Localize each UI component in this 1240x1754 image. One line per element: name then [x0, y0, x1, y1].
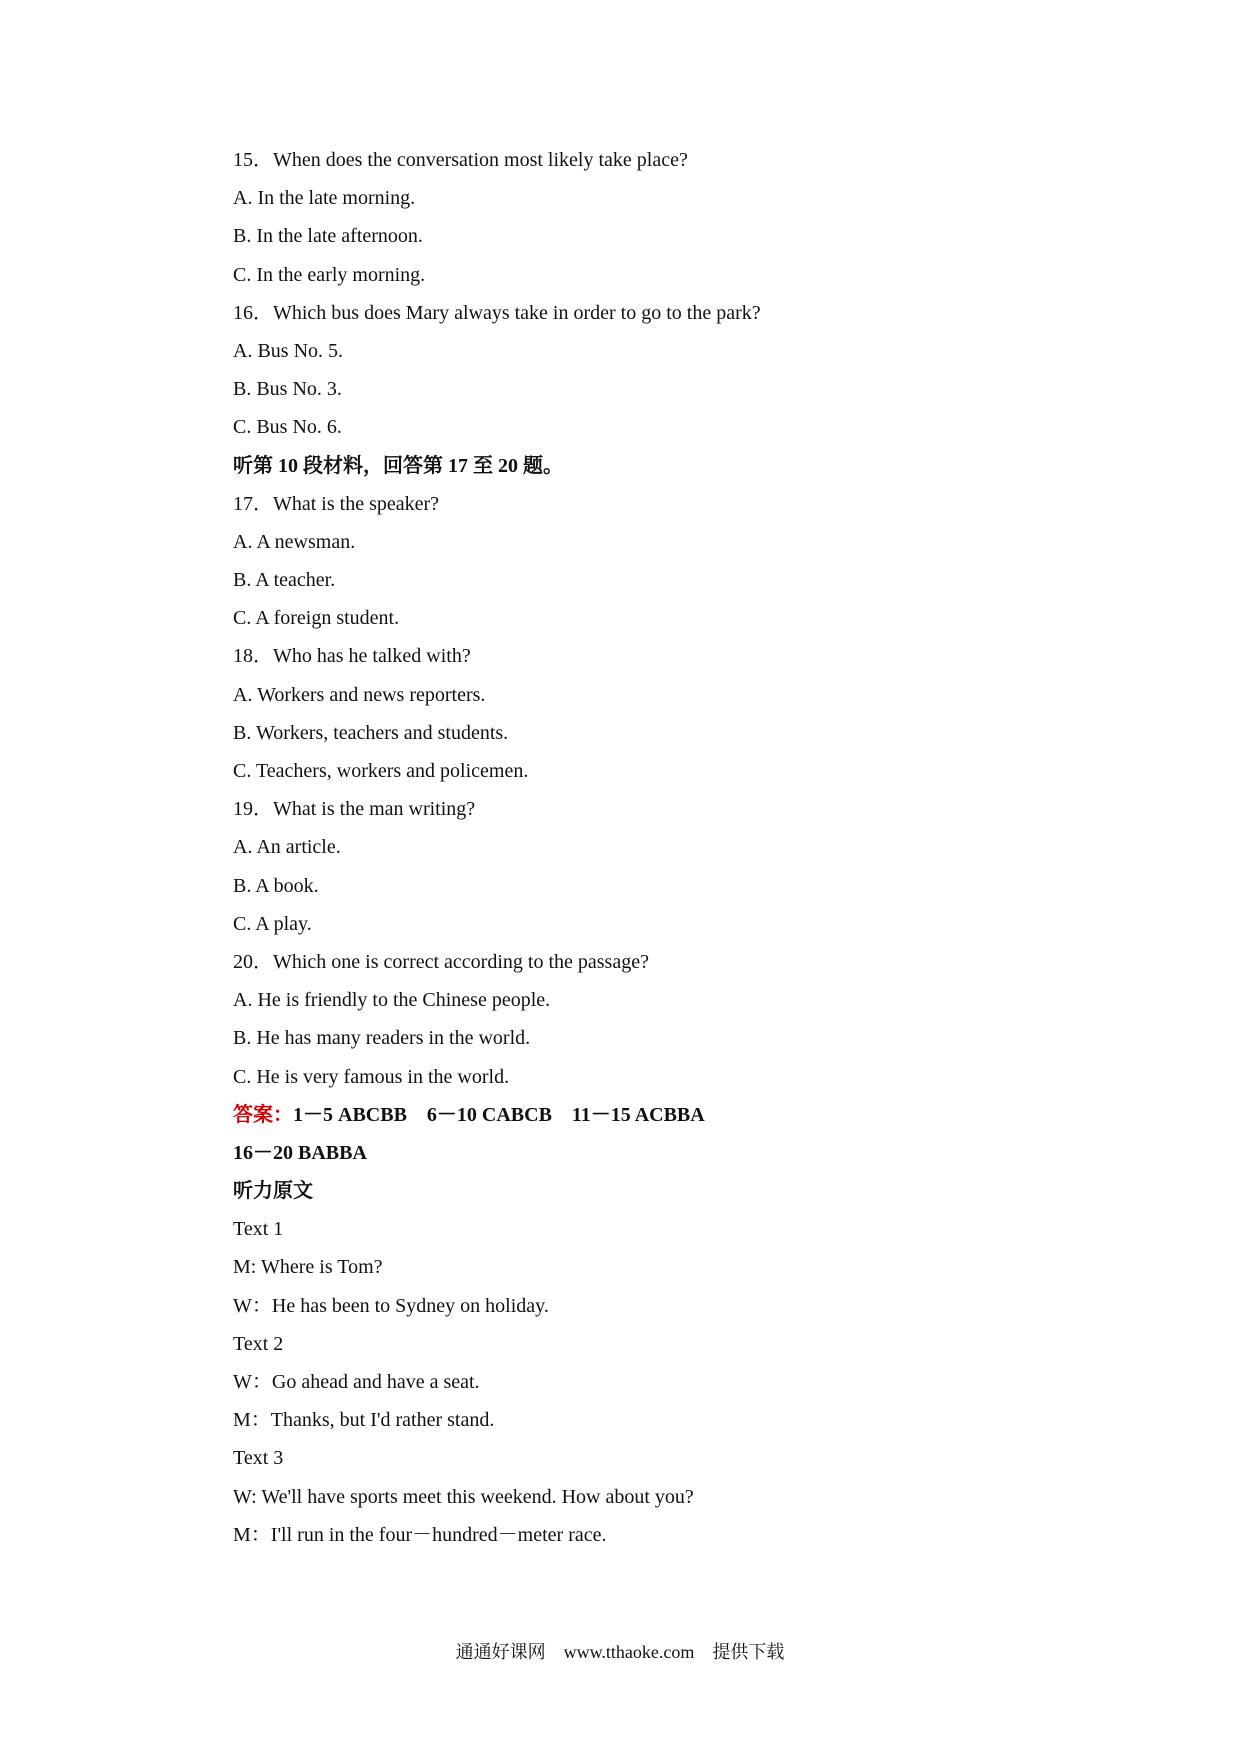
answer-option: A. Bus No. 5. — [233, 339, 344, 362]
answer-option: B. A book. — [233, 874, 319, 897]
dialogue-line: W：Go ahead and have a seat. — [233, 1371, 480, 1393]
answer-option: B. A teacher. — [233, 569, 336, 592]
page-footer: 通通好课网 www.tthaoke.com 提供下载 — [455, 1642, 785, 1662]
answer-option: C. He is very famous in the world. — [233, 1065, 510, 1088]
text-label: Text 2 — [233, 1332, 284, 1355]
document-body — [233, 148, 1113, 1561]
answer-option: B. In the late afternoon. — [233, 225, 423, 248]
answer-option: A. Workers and news reporters. — [233, 683, 486, 706]
dialogue-line: M: Where is Tom? — [233, 1256, 383, 1279]
answer-option: B. Workers, teachers and students. — [233, 721, 509, 744]
question-text: 16．Which bus does Mary always take in order to go to the park? — [233, 301, 761, 324]
answer-key-continued: 16－20 BABBA — [233, 1141, 367, 1164]
answer-option: C. A foreign student. — [233, 607, 400, 630]
answer-value: 1－5 ABCBB 6－10 CABCB 11－15 ACBBA — [293, 1103, 705, 1126]
dialogue-line: M：I'll run in the four－hundred－meter race. — [233, 1523, 607, 1546]
answer-option: A. In the late morning. — [233, 187, 416, 210]
question-text: 17．What is the speaker? — [233, 492, 440, 515]
answer-label: 答案： — [233, 1103, 293, 1126]
answer-key — [233, 1103, 1113, 1127]
answer-option: C. In the early morning. — [233, 263, 426, 286]
answer-option: B. He has many readers in the world. — [233, 1027, 531, 1050]
section-instruction: 听第 10 段材料，回答第 17 至 20 题。 — [233, 454, 563, 477]
answer-option: C. Teachers, workers and policemen. — [233, 760, 529, 782]
answer-option: B. Bus No. 3. — [233, 378, 342, 401]
dialogue-line: W: We'll have sports meet this weekend. How about you? — [233, 1485, 694, 1508]
question-text: 15．When does the conversation most likely take place? — [233, 149, 688, 171]
text-label: Text 1 — [233, 1218, 284, 1241]
answer-option: A. He is friendly to the Chinese people. — [233, 989, 551, 1012]
question-text: 19．What is the man writing? — [233, 798, 476, 821]
question-text: 20．Which one is correct according to the passage? — [233, 950, 649, 973]
answer-option: A. A newsman. — [233, 530, 356, 553]
question-text: 18．Who has he talked with? — [233, 645, 471, 668]
answer-option: C. Bus No. 6. — [233, 416, 342, 439]
section-heading: 听力原文 — [233, 1180, 313, 1203]
answer-option: A. An article. — [233, 836, 341, 859]
dialogue-line: W：He has been to Sydney on holiday. — [233, 1294, 549, 1317]
answer-option: C. A play. — [233, 912, 312, 935]
text-label: Text 3 — [233, 1447, 284, 1470]
dialogue-line: M：Thanks, but I'd rather stand. — [233, 1409, 495, 1432]
